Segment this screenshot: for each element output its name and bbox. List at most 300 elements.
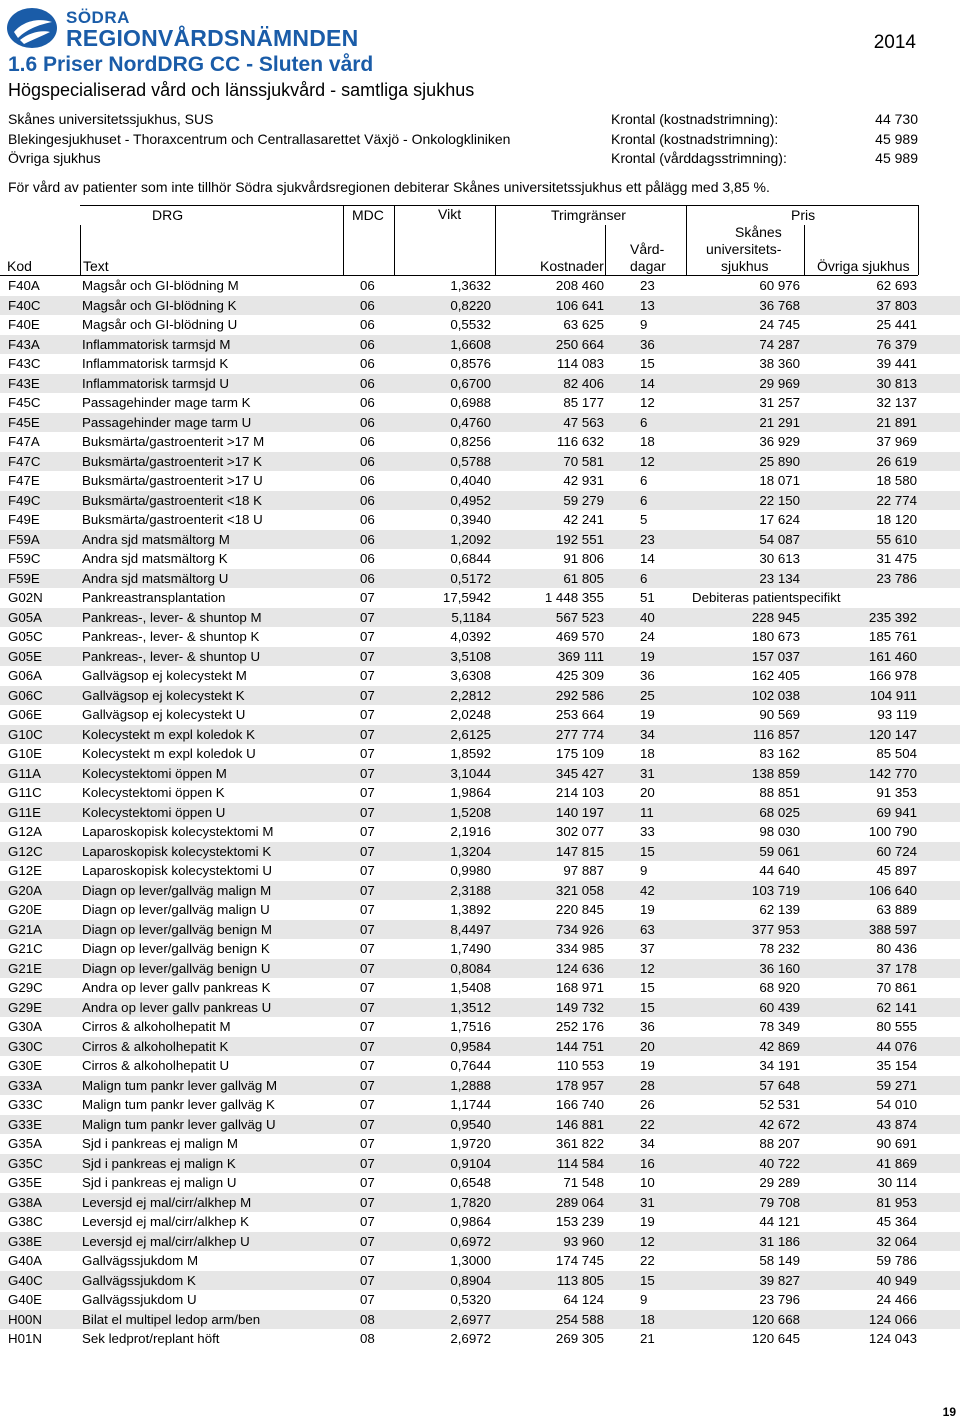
row-cost-trim: 71 548 <box>563 1175 604 1190</box>
row-text: Diagn op lever/gallväg benign U <box>82 960 271 976</box>
row-code: F40A <box>8 278 40 293</box>
header-divider <box>918 205 919 275</box>
row-code: F43C <box>8 356 41 371</box>
table-row <box>0 1271 960 1291</box>
row-day-trim: 25 <box>640 687 655 703</box>
krontal-row <box>8 131 918 149</box>
row-mdc: 07 <box>360 687 375 703</box>
row-price-sus: 39 827 <box>759 1272 800 1288</box>
logo-text-regionvardsnamnden: REGIONVÅRDSNÄMNDEN <box>66 25 359 51</box>
row-price-sus: 228 945 <box>751 609 800 625</box>
row-weight: 3,5108 <box>450 648 491 664</box>
row-mdc: 07 <box>360 765 375 781</box>
row-text: Malign tum pankr lever gallväg U <box>82 1116 276 1132</box>
row-mdc: 06 <box>360 512 375 527</box>
row-cost-trim: 63 625 <box>563 317 604 332</box>
table-row <box>0 374 960 394</box>
row-cost-trim: 302 077 <box>555 824 604 839</box>
row-mdc: 06 <box>360 414 375 430</box>
row-mdc: 07 <box>360 746 375 761</box>
row-weight: 1,7490 <box>450 941 491 956</box>
row-day-trim: 16 <box>640 1155 655 1171</box>
row-weight: 1,3000 <box>450 1253 491 1268</box>
row-price-other: 30 813 <box>876 375 917 391</box>
row-day-trim: 19 <box>640 1214 655 1229</box>
row-code: G11E <box>8 804 42 820</box>
row-price-sus: 78 349 <box>759 1019 800 1034</box>
header-kostnader: Kostnader <box>540 258 604 274</box>
row-day-trim: 10 <box>640 1175 655 1190</box>
header-divider <box>804 225 805 275</box>
row-cost-trim: 252 176 <box>555 1019 604 1034</box>
row-mdc: 06 <box>360 336 375 352</box>
row-text: Laparoskopisk kolecystektomi M <box>82 824 274 839</box>
table-row <box>0 549 960 569</box>
row-text: Diagn op lever/gallväg benign M <box>82 921 272 937</box>
row-text: Cirros & alkoholhepatit K <box>82 1038 229 1054</box>
row-text: Leversjd ej mal/cirr/alkhep K <box>82 1214 250 1229</box>
row-weight: 1,7516 <box>450 1019 491 1034</box>
header-text: Text <box>83 258 109 274</box>
row-code: G06C <box>8 687 43 703</box>
row-day-trim: 26 <box>640 1097 655 1112</box>
row-weight: 0,5788 <box>450 453 491 469</box>
row-mdc: 06 <box>360 492 375 508</box>
row-cost-trim: 277 774 <box>555 726 604 742</box>
row-weight: 3,6308 <box>450 668 491 683</box>
header-sjukhus: sjukhus <box>721 258 769 274</box>
table-row <box>0 276 960 296</box>
row-weight: 0,4760 <box>450 414 491 430</box>
row-day-trim: 6 <box>640 492 648 508</box>
row-price-other: 70 861 <box>876 980 917 995</box>
row-code: G21C <box>8 941 43 956</box>
row-text: Buksmärta/gastroenterit <18 U <box>82 512 263 527</box>
row-day-trim: 12 <box>640 453 655 469</box>
table-row <box>0 335 960 355</box>
row-weight: 0,7644 <box>450 1058 491 1073</box>
row-price-sus: 138 859 <box>751 765 800 781</box>
row-weight: 1,3632 <box>450 278 491 293</box>
header-drg: DRG <box>152 207 184 223</box>
row-price-other: 45 897 <box>876 863 917 878</box>
row-mdc: 07 <box>360 726 375 742</box>
row-code: G02N <box>8 590 43 605</box>
table-row <box>0 588 960 608</box>
table-row <box>0 1056 960 1076</box>
row-weight: 0,6988 <box>450 395 491 410</box>
row-text: Andra sjd matsmältorg K <box>82 551 228 566</box>
krontal-hospital: Blekingesjukhuset - Thoraxcentrum och Centrallasarettet Växjö - Onkologkliniken <box>8 131 511 147</box>
row-mdc: 07 <box>360 1233 375 1249</box>
row-price-sus: 74 287 <box>759 336 800 352</box>
row-mdc: 06 <box>360 278 375 293</box>
row-text: Laparoskopisk kolecystektomi U <box>82 863 272 878</box>
row-mdc: 07 <box>360 1292 375 1307</box>
row-day-trim: 28 <box>640 1077 655 1093</box>
row-cost-trim: 114 083 <box>556 356 604 371</box>
table-row <box>0 471 960 491</box>
row-text: Passagehinder mage tarm U <box>82 414 252 430</box>
row-price-other: 18 120 <box>876 512 917 527</box>
row-text: Pankreas-, lever- & shuntop U <box>82 648 261 664</box>
row-day-trim: 15 <box>640 999 655 1015</box>
row-weight: 17,5942 <box>442 590 491 605</box>
row-price-other: 161 460 <box>868 648 917 664</box>
row-text: Malign tum pankr lever gallväg K <box>82 1097 275 1112</box>
row-day-trim: 23 <box>640 278 655 293</box>
row-text: Leversjd ej mal/cirr/alkhep M <box>82 1194 252 1210</box>
row-price-other: 44 076 <box>876 1038 917 1054</box>
table-row <box>0 744 960 764</box>
row-price-other: 100 790 <box>868 824 917 839</box>
row-text: Passagehinder mage tarm K <box>82 395 251 410</box>
row-code: F49E <box>8 512 40 527</box>
row-code: G30C <box>8 1038 43 1054</box>
row-mdc: 06 <box>360 570 375 586</box>
row-text: Gallvägsop ej kolecystekt U <box>82 707 246 722</box>
row-day-trim: 36 <box>640 336 655 352</box>
row-mdc: 07 <box>360 648 375 664</box>
row-code: G33A <box>8 1077 43 1093</box>
row-code: G38E <box>8 1233 43 1249</box>
row-mdc: 07 <box>360 1097 375 1112</box>
page-number: 19 <box>942 1405 956 1419</box>
table-row <box>0 296 960 316</box>
row-price-sus: 40 722 <box>759 1155 800 1171</box>
table-row <box>0 939 960 959</box>
row-price-sus: 88 207 <box>759 1136 800 1151</box>
row-text: Sjd i pankreas ej malign K <box>82 1155 236 1171</box>
row-code: G12E <box>8 863 43 878</box>
row-text: Andra op lever gallv pankreas U <box>82 999 272 1015</box>
table-row <box>0 1154 960 1174</box>
row-code: G11A <box>8 765 42 781</box>
row-price-sus: 59 061 <box>759 843 800 859</box>
row-price-other: 60 724 <box>876 843 917 859</box>
row-cost-trim: 114 584 <box>556 1155 604 1171</box>
header-universitets: universitets- <box>706 241 782 257</box>
row-price-sus: 23 796 <box>759 1292 800 1307</box>
row-weight: 0,4040 <box>450 473 491 488</box>
row-price-sus: 30 613 <box>759 551 800 566</box>
row-weight: 0,5172 <box>450 570 491 586</box>
row-weight: 0,8904 <box>450 1272 491 1288</box>
row-mdc: 07 <box>360 980 375 995</box>
row-weight: 1,9720 <box>450 1136 491 1151</box>
row-text: Diagn op lever/gallväg malign U <box>82 902 270 917</box>
table-row <box>0 569 960 589</box>
row-day-trim: 9 <box>640 1292 648 1307</box>
row-text: Leversjd ej mal/cirr/alkhep U <box>82 1233 250 1249</box>
row-text: Inflammatorisk tarmsjd K <box>82 356 229 371</box>
row-weight: 0,9980 <box>450 863 491 878</box>
row-mdc: 07 <box>360 824 375 839</box>
row-mdc: 06 <box>360 395 375 410</box>
row-price-sus: 120 645 <box>751 1331 800 1346</box>
row-price-sus: 58 149 <box>759 1253 800 1268</box>
table-row <box>0 959 960 979</box>
table-row <box>0 998 960 1018</box>
row-cost-trim: 289 064 <box>555 1194 604 1210</box>
row-text: Diagn op lever/gallväg benign K <box>82 941 270 956</box>
row-price-other: 62 693 <box>876 278 917 293</box>
row-text: Pankreas-, lever- & shuntop K <box>82 629 260 644</box>
row-weight: 0,9584 <box>450 1038 491 1054</box>
row-cost-trim: 144 751 <box>555 1038 604 1054</box>
row-day-trim: 23 <box>640 531 655 547</box>
table-row <box>0 842 960 862</box>
row-cost-trim: 59 279 <box>563 492 604 508</box>
row-weight: 0,9104 <box>450 1155 491 1171</box>
row-code: G40A <box>8 1253 43 1268</box>
row-price-sus: 23 134 <box>759 570 800 586</box>
row-mdc: 07 <box>360 785 375 800</box>
row-mdc: 08 <box>360 1331 375 1346</box>
row-text: Diagn op lever/gallväg malign M <box>82 882 272 898</box>
row-text: Kolecystektomi öppen K <box>82 785 225 800</box>
table-row <box>0 1095 960 1115</box>
row-day-trim: 40 <box>640 609 655 625</box>
header-divider <box>686 205 687 275</box>
row-day-trim: 9 <box>640 317 648 332</box>
row-price-sus: 180 673 <box>751 629 800 644</box>
row-code: F49C <box>8 492 41 508</box>
krontal-label: Krontal (kostnadstrimning): <box>611 131 779 147</box>
header-top-rule <box>80 205 918 206</box>
row-price-sus: 36 768 <box>759 297 800 313</box>
row-weight: 0,8576 <box>450 356 491 371</box>
row-text: Buksmärta/gastroenterit >17 K <box>82 453 262 469</box>
row-price-sus: 60 976 <box>759 278 800 293</box>
table-row <box>0 647 960 667</box>
row-weight: 1,1744 <box>450 1097 491 1112</box>
row-price-other: 59 786 <box>876 1253 917 1268</box>
row-code: G11C <box>8 785 42 800</box>
row-code: G12A <box>8 824 43 839</box>
row-price-other: 32 137 <box>876 395 917 410</box>
header-vard: Vård- <box>630 241 665 257</box>
row-text: Inflammatorisk tarmsjd U <box>82 375 230 391</box>
table-row <box>0 1251 960 1271</box>
row-cost-trim: 214 103 <box>555 785 604 800</box>
row-code: F40E <box>8 317 40 332</box>
page-title: 1.6 Priser NordDRG CC - Sluten vård <box>8 53 374 76</box>
row-weight: 2,6977 <box>450 1311 491 1327</box>
row-cost-trim: 250 664 <box>555 336 604 352</box>
table-row <box>0 705 960 725</box>
row-weight: 1,6608 <box>450 336 491 352</box>
row-price-other: 59 271 <box>876 1077 917 1093</box>
row-code: G35E <box>8 1175 43 1190</box>
row-cost-trim: 42 931 <box>563 473 604 488</box>
row-price-sus: 38 360 <box>759 356 800 371</box>
header-ovriga-sjukhus: Övriga sjukhus <box>817 258 910 274</box>
row-code: F47C <box>8 453 41 469</box>
krontal-hospital: Övriga sjukhus <box>8 150 101 166</box>
row-price-other: 120 147 <box>868 726 917 742</box>
row-day-trim: 19 <box>640 648 655 664</box>
row-price-other: 18 580 <box>876 473 917 488</box>
row-day-trim: 19 <box>640 902 655 917</box>
row-price-other: 62 141 <box>876 999 917 1015</box>
header-vikt: Vikt <box>438 206 462 222</box>
row-price-other: 93 119 <box>877 707 917 722</box>
row-weight: 1,3892 <box>450 902 491 917</box>
row-price-other: 30 114 <box>877 1175 917 1190</box>
row-day-trim: 6 <box>640 473 648 488</box>
row-cost-trim: 149 732 <box>555 999 604 1015</box>
krontal-label: Krontal (vårddagsstrimning): <box>611 150 787 166</box>
row-code: G29E <box>8 999 43 1015</box>
logo <box>6 6 359 52</box>
row-price-other: 55 610 <box>876 531 917 547</box>
row-weight: 1,2888 <box>450 1077 491 1093</box>
row-day-trim: 34 <box>640 726 655 742</box>
row-cost-trim: 116 632 <box>556 434 604 449</box>
row-day-trim: 63 <box>640 921 655 937</box>
krontal-value: 45 989 <box>875 150 918 166</box>
row-code: G38C <box>8 1214 43 1229</box>
table-row <box>0 1115 960 1135</box>
row-day-trim: 14 <box>640 375 655 391</box>
row-price-other: 142 770 <box>868 765 917 781</box>
row-mdc: 06 <box>360 531 375 547</box>
table-row <box>0 1290 960 1310</box>
row-cost-trim: 153 239 <box>555 1214 604 1229</box>
table-row <box>0 920 960 940</box>
row-code: G20E <box>8 902 43 917</box>
row-price-other: 80 555 <box>876 1019 917 1034</box>
row-price-other: 235 392 <box>868 609 917 625</box>
row-mdc: 07 <box>360 882 375 898</box>
row-cost-trim: 321 058 <box>555 882 604 898</box>
row-cost-trim: 147 815 <box>555 843 604 859</box>
row-cost-trim: 369 111 <box>557 648 604 664</box>
row-price-sus: 157 037 <box>751 648 800 664</box>
table-row <box>0 1310 960 1330</box>
header-divider <box>80 225 81 275</box>
row-text: Gallvägssjukdom U <box>82 1292 197 1307</box>
row-price-other: 31 475 <box>876 551 917 566</box>
row-mdc: 07 <box>360 999 375 1015</box>
table-row <box>0 1212 960 1232</box>
row-day-trim: 6 <box>640 570 648 586</box>
row-price-sus: 42 672 <box>759 1116 800 1132</box>
row-code: F47A <box>8 434 40 449</box>
row-code: G06E <box>8 707 43 722</box>
row-price-sus: 29 969 <box>759 375 800 391</box>
header-trimgranser: Trimgränser <box>551 207 626 223</box>
row-day-trim: 11 <box>640 804 654 820</box>
row-price-sus: 103 719 <box>751 882 800 898</box>
row-price-other: 40 949 <box>876 1272 917 1288</box>
row-cost-trim: 82 406 <box>563 375 604 391</box>
row-day-trim: 34 <box>640 1136 655 1151</box>
row-day-trim: 37 <box>640 941 655 956</box>
row-price-other: 23 786 <box>876 570 917 586</box>
row-weight: 0,5532 <box>450 317 491 332</box>
row-price-sus: 17 624 <box>759 512 800 527</box>
table-row <box>0 881 960 901</box>
year: 2014 <box>873 32 916 53</box>
row-code: G33E <box>8 1116 43 1132</box>
row-price-other: 26 619 <box>876 453 917 469</box>
row-code: F59E <box>8 570 40 586</box>
row-price-other: 69 941 <box>876 804 917 820</box>
row-cost-trim: 97 887 <box>563 863 604 878</box>
row-weight: 2,2812 <box>450 687 491 703</box>
row-price-sus: 18 071 <box>759 473 800 488</box>
row-mdc: 07 <box>360 668 375 683</box>
table-row <box>0 1037 960 1057</box>
row-day-trim: 22 <box>640 1253 655 1268</box>
row-weight: 0,8256 <box>450 434 491 449</box>
row-day-trim: 13 <box>640 297 655 313</box>
row-mdc: 07 <box>360 1136 375 1151</box>
row-code: H01N <box>8 1331 42 1346</box>
row-price-other: 185 761 <box>868 629 917 644</box>
row-code: G05E <box>8 648 43 664</box>
row-code: F40C <box>8 297 41 313</box>
row-day-trim: 31 <box>640 765 655 781</box>
row-weight: 1,3512 <box>450 999 491 1015</box>
row-text: Sjd i pankreas ej malign U <box>82 1175 237 1190</box>
row-code: F45C <box>8 395 41 410</box>
row-price-other: 43 874 <box>876 1116 917 1132</box>
krontal-row <box>8 150 918 168</box>
row-text: Malign tum pankr lever gallväg M <box>82 1077 278 1093</box>
row-cost-trim: 85 177 <box>563 395 604 410</box>
row-mdc: 06 <box>360 297 375 313</box>
row-price-other: 37 803 <box>876 297 917 313</box>
row-price-other: 25 441 <box>876 317 917 332</box>
row-price-sus: 68 920 <box>759 980 800 995</box>
row-code: G21A <box>8 921 43 937</box>
row-price-note: Debiteras patientspecifikt <box>692 590 841 605</box>
row-price-sus: 21 291 <box>759 414 800 430</box>
row-price-sus: 36 160 <box>759 960 800 976</box>
row-price-sus: 42 869 <box>759 1038 800 1054</box>
row-cost-trim: 70 581 <box>563 453 604 469</box>
row-mdc: 07 <box>360 707 375 722</box>
row-weight: 0,6548 <box>450 1175 491 1190</box>
row-weight: 0,8084 <box>450 960 491 976</box>
row-price-other: 21 891 <box>876 414 917 430</box>
row-price-sus: 54 087 <box>759 531 800 547</box>
row-day-trim: 36 <box>640 1019 655 1034</box>
row-weight: 5,1184 <box>451 609 491 625</box>
row-price-sus: 52 531 <box>759 1097 800 1112</box>
row-day-trim: 31 <box>640 1194 655 1210</box>
row-price-sus: 57 648 <box>759 1077 800 1093</box>
row-weight: 0,3940 <box>450 512 491 527</box>
table-row <box>0 627 960 647</box>
table-row <box>0 822 960 842</box>
row-cost-trim: 1 448 355 <box>544 590 604 605</box>
row-mdc: 07 <box>360 1116 375 1132</box>
row-mdc: 07 <box>360 1058 375 1073</box>
row-mdc: 07 <box>360 629 375 644</box>
row-text: Gallvägsop ej kolecystekt M <box>82 668 247 683</box>
row-cost-trim: 192 551 <box>555 531 604 547</box>
table-row <box>0 1193 960 1213</box>
row-code: H00N <box>8 1311 42 1327</box>
row-code: G40C <box>8 1272 43 1288</box>
row-text: Gallvägssjukdom K <box>82 1272 196 1288</box>
row-price-sus: 162 405 <box>751 668 800 683</box>
row-mdc: 07 <box>360 863 375 878</box>
